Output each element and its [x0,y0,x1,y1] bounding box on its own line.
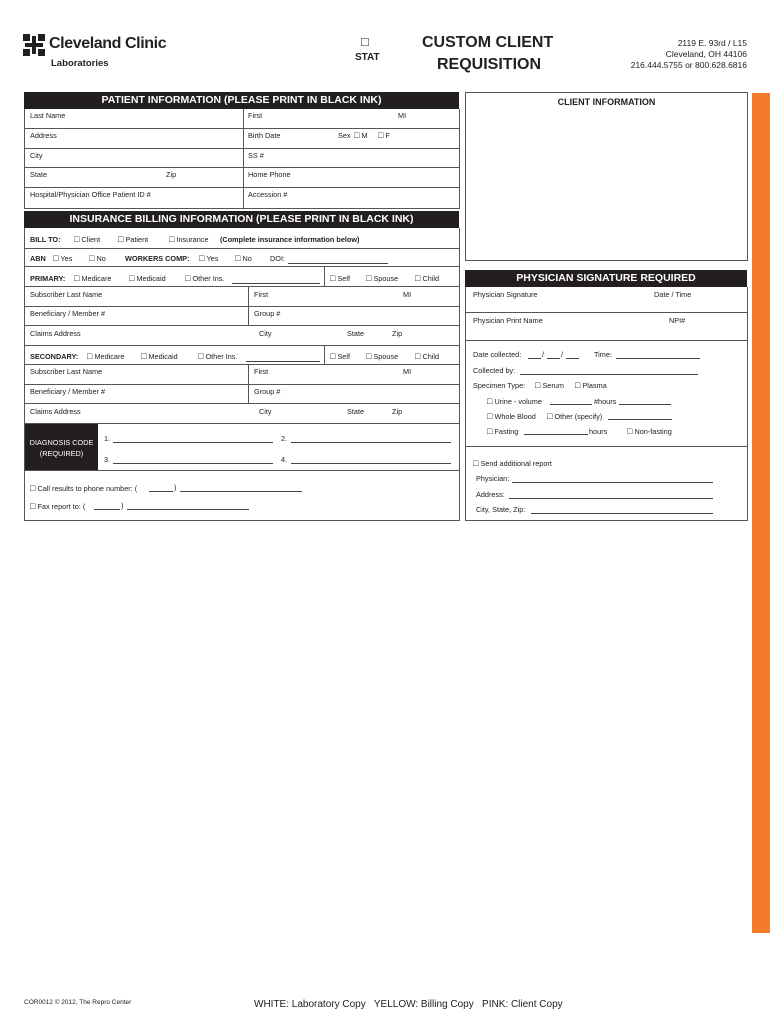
primary-zip-label: Zip [392,329,403,338]
dx-2-field[interactable] [291,435,451,443]
mi-label: MI [398,111,407,120]
primary-child-checkbox[interactable]: □ Child [415,273,439,283]
accent-bar [752,93,770,933]
abn-yes-checkbox[interactable]: □ Yes [53,253,72,263]
report-city-label: City, State, Zip: [476,505,526,514]
secondary-medicaid-checkbox[interactable]: □ Medicaid [141,351,178,361]
secondary-city-label: City [259,407,272,416]
address-label: Address [30,131,57,140]
workers-comp-label: WORKERS COMP: [125,254,190,263]
logo-name: Cleveland Clinic [49,35,167,52]
accession-label: Accession # [248,190,288,199]
fax-area-code-field[interactable] [94,502,120,510]
primary-group-label: Group # [254,309,281,318]
specimen-type-label: Specimen Type: [473,381,526,390]
secondary-group-label: Group # [254,387,281,396]
secondary-child-checkbox[interactable]: □ Child [415,351,439,361]
copy-distribution: WHITE: Laboratory Copy YELLOW: Billing Copy PINK: Client Copy [254,999,563,1010]
secondary-beneficiary-label: Beneficiary / Member # [30,387,106,396]
primary-city-label: City [259,329,272,338]
cleveland-clinic-logo-icon [23,34,45,56]
primary-medicaid-checkbox[interactable]: □ Medicaid [129,273,166,283]
secondary-subscriber-label: Subscriber Last Name [30,367,103,376]
call-results-checkbox[interactable]: □ Call results to phone number: ( [30,483,137,493]
date-slash-1: / [542,350,545,359]
dx-1-label: 1. [104,434,111,443]
hospital-id-label: Hospital/Physician Office Patient ID # [30,190,151,199]
doi-label: DOI: [270,254,285,263]
secondary-other-field[interactable] [246,354,320,362]
send-report-checkbox[interactable]: □ Send additional report [473,458,552,468]
dx-2-label: 2. [281,434,288,443]
sex-m-checkbox[interactable]: □ M [354,130,368,140]
lab-address-line2: Cleveland, OH 44106 [665,49,747,59]
collected-by-label: Collected by: [473,366,516,375]
form-code: COR0012 © 2012, The Repro Center [24,999,132,1006]
wc-yes-checkbox[interactable]: □ Yes [199,253,218,263]
report-city-field[interactable] [531,506,713,514]
primary-other-field[interactable] [232,276,320,284]
primary-first-label: First [254,290,269,299]
form-title-line2: REQUISITION [437,56,542,73]
physician-header: PHYSICIAN SIGNATURE REQUIRED [465,270,747,287]
abn-no-checkbox[interactable]: □ No [89,253,106,263]
date-collected-label: Date collected: [473,350,522,359]
non-fasting-checkbox[interactable]: □ Non-fasting [627,426,672,436]
whole-blood-checkbox[interactable]: □ Whole Blood [487,411,536,421]
lab-address-line1: 2119 E. 93rd / L15 [677,38,747,48]
primary-claims-label: Claims Address [30,329,81,338]
fasting-hours-field[interactable] [524,427,588,435]
bill-client-checkbox[interactable]: □ Client [74,234,100,244]
urine-hours-label: #hours [594,397,617,406]
fax-number-field[interactable] [127,502,249,510]
insurance-note: (Complete insurance information below) [220,235,360,244]
fax-report-checkbox[interactable]: □ Fax report to: ( [30,501,85,511]
call-area-code-field[interactable] [149,484,173,492]
first-name-label: First [248,111,263,120]
date-time-label: Date / Time [654,290,692,299]
home-phone-label: Home Phone [248,170,291,179]
call-phone-field[interactable] [180,484,302,492]
client-info-box[interactable] [465,92,748,261]
lab-address-line3: 216.444.5755 or 800.628.6816 [630,60,747,70]
dx-4-field[interactable] [291,456,451,464]
diagnosis-required: (REQUIRED) [39,449,84,458]
primary-subscriber-label: Subscriber Last Name [30,290,103,299]
secondary-state-label: State [347,407,365,416]
primary-spouse-checkbox[interactable]: □ Spouse [366,273,398,283]
date-collected-year[interactable] [566,351,579,359]
secondary-self-checkbox[interactable]: □ Self [330,351,350,361]
bill-insurance-checkbox[interactable]: □ Insurance [169,234,208,244]
stat-label: STAT [355,52,380,63]
primary-other-checkbox[interactable]: □ Other Ins. [185,273,224,283]
abn-label: ABN [30,254,46,263]
client-info-header: CLIENT INFORMATION [557,97,656,107]
other-specify-checkbox[interactable]: □ Other (specify) [547,411,602,421]
secondary-claims-label: Claims Address [30,407,81,416]
time-field[interactable] [616,351,700,359]
serum-checkbox[interactable]: □ Serum [535,380,564,390]
physician-print-label: Physician Print Name [473,316,543,325]
npi-label: NPI# [669,316,686,325]
diagnosis-label: DIAGNOSIS CODE [29,438,94,447]
dx-1-field[interactable] [113,435,273,443]
last-name-label: Last Name [30,111,66,120]
urine-checkbox[interactable]: □ Urine - volume [487,396,542,406]
doi-field[interactable] [288,256,388,264]
report-address-label: Address: [476,490,505,499]
date-slash-2: / [561,350,564,359]
report-physician-label: Physician: [476,474,510,483]
form-title-line1: CUSTOM CLIENT [422,34,554,51]
call-close-paren: ) [174,483,177,492]
date-collected-month[interactable] [528,351,541,359]
plasma-checkbox[interactable]: □ Plasma [575,380,607,390]
secondary-spouse-checkbox[interactable]: □ Spouse [366,351,398,361]
sex-f-checkbox[interactable]: □ F [378,130,390,140]
urine-volume-field[interactable] [550,397,592,405]
primary-medicare-checkbox[interactable]: □ Medicare [74,273,111,283]
report-address-field[interactable] [509,491,713,499]
bill-patient-checkbox[interactable]: □ Patient [118,234,148,244]
secondary-label: SECONDARY: [30,352,79,361]
secondary-zip-label: Zip [392,407,403,416]
logo-sub: Laboratories [51,58,109,69]
state-label: State [30,170,48,179]
primary-self-checkbox[interactable]: □ Self [330,273,350,283]
diagnosis-label-box [25,424,98,470]
fasting-hours-label: hours [589,427,608,436]
insurance-header: INSURANCE BILLING INFORMATION (PLEASE PRINT IN BLACK INK) [24,211,459,228]
fax-close-paren: ) [121,501,124,510]
fasting-checkbox[interactable]: □ Fasting [487,426,518,436]
stat-checkbox[interactable]: □ [361,34,369,49]
bill-to-label: BILL TO: [30,235,61,244]
dx-4-label: 4. [281,455,288,464]
date-collected-day[interactable] [547,351,560,359]
secondary-medicare-checkbox[interactable]: □ Medicare [87,351,124,361]
patient-info-header: PATIENT INFORMATION (PLEASE PRINT IN BLACK INK) [24,92,459,109]
primary-mi-label: MI [403,290,412,299]
city-label: City [30,151,43,160]
birth-date-label: Birth Date [248,131,281,140]
urine-hours-field[interactable] [619,397,671,405]
lab-address [631,38,747,71]
primary-label: PRIMARY: [30,274,66,283]
report-physician-field[interactable] [512,475,713,483]
other-specify-field[interactable] [608,412,672,420]
sex-label: Sex [338,131,351,140]
secondary-other-checkbox[interactable]: □ Other Ins. [198,351,237,361]
zip-label: Zip [166,170,177,179]
primary-beneficiary-label: Beneficiary / Member # [30,309,106,318]
secondary-first-label: First [254,367,269,376]
collected-by-field[interactable] [520,367,698,375]
physician-signature-label: Physician Signature [473,290,538,299]
dx-3-field[interactable] [113,456,273,464]
wc-no-checkbox[interactable]: □ No [235,253,252,263]
ss-label: SS # [248,151,264,160]
dx-3-label: 3. [104,455,111,464]
primary-state-label: State [347,329,365,338]
time-label: Time: [594,350,612,359]
secondary-mi-label: MI [403,367,412,376]
